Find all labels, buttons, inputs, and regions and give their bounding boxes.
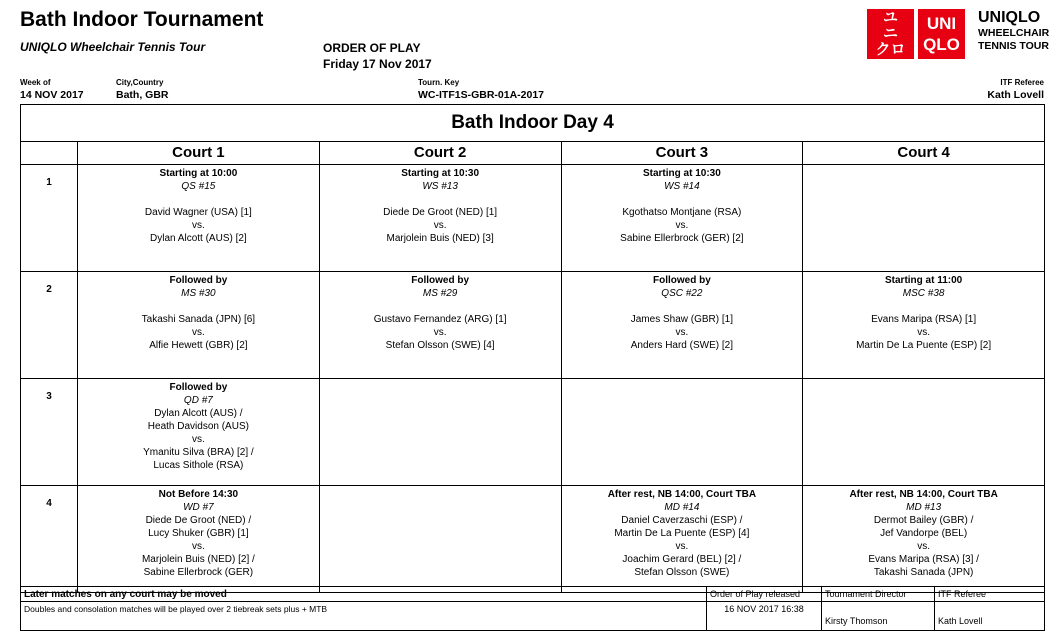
schedule-time: Starting at 10:30 [401, 168, 480, 179]
match-cell-court-3 [562, 486, 804, 592]
versus-label: vs. [433, 327, 447, 338]
match-cell-court-3 [562, 379, 804, 485]
spacer [320, 300, 561, 313]
footer-box [20, 586, 1045, 631]
event-code: MSC #38 [902, 288, 945, 299]
event-code: WD #7 [183, 502, 214, 513]
director-label: Tournament Director [822, 587, 935, 602]
row-number-header [21, 142, 78, 164]
logo-text-uniqlo: UNIQLO [978, 9, 1041, 26]
player-name: Ymanitu Silva (BRA) [2] / [143, 447, 254, 458]
match-cell-court-2 [320, 379, 562, 485]
event-code: QD #7 [183, 395, 213, 406]
player-name: Stefan Olsson (SWE) [634, 567, 730, 578]
logo-qlo: QLO [923, 35, 960, 54]
order-of-play-heading [323, 40, 432, 72]
match-row [21, 486, 1044, 592]
player-name: Takashi Sanada (JPN) [873, 567, 974, 578]
row-number: 2 [21, 272, 78, 378]
spacer [562, 193, 803, 206]
schedule-time: Starting at 10:00 [159, 168, 238, 179]
player-name: Heath Davidson (AUS) [147, 421, 249, 432]
row-number: 3 [21, 379, 78, 485]
order-of-play-date: Friday 17 Nov 2017 [323, 57, 432, 71]
match-cell-court-2 [320, 165, 562, 271]
schedule-time: Followed by [652, 275, 711, 286]
schedule-time: Followed by [169, 275, 228, 286]
match-cell-court-3 [562, 272, 804, 378]
player-name: Evans Maripa (RSA) [1] [871, 314, 977, 325]
versus-label: vs. [675, 220, 689, 231]
versus-label: vs. [191, 220, 205, 231]
tourn-key-label: Tourn. Key [418, 78, 460, 87]
court-header-row [21, 142, 1044, 165]
referee-value: Kath Lovell [987, 89, 1044, 101]
logo-katakana-1: ユ [882, 9, 898, 26]
match-cell-court-2 [320, 272, 562, 378]
uniqlo-katakana-box [867, 9, 914, 59]
logo-text [978, 9, 1049, 53]
player-name: Alfie Hewett (GBR) [2] [149, 340, 248, 351]
schedule-time: After rest, NB 14:00, Court TBA [607, 489, 757, 500]
match-cell-court-1 [78, 379, 320, 485]
versus-label: vs. [675, 541, 689, 552]
logo-uni: UNI [926, 14, 957, 33]
spacer [78, 300, 319, 313]
player-name: Lucas Sithole (RSA) [153, 460, 244, 471]
player-name: Marjolein Buis (NED) [3] [386, 233, 494, 244]
event-code: MS #30 [181, 288, 216, 299]
order-of-play-table [20, 104, 1045, 593]
player-name: David Wagner (USA) [1] [144, 207, 252, 218]
logo-text-wheelchair: WHEELCHAIR [978, 27, 1050, 39]
event-code: QS #15 [181, 181, 216, 192]
spacer [78, 193, 319, 206]
player-name: Lucy Shuker (GBR) [1] [148, 528, 249, 539]
match-cell-court-2 [320, 486, 562, 592]
court-1-header: Court 1 [78, 142, 320, 164]
spacer [562, 300, 803, 313]
row-number: 1 [21, 165, 78, 271]
event-code: WS #13 [422, 181, 458, 192]
match-cell-court-4 [803, 486, 1044, 592]
spacer [803, 300, 1044, 313]
tour-subtitle: UNIQLO Wheelchair Tennis Tour [20, 40, 206, 54]
versus-label: vs. [191, 541, 205, 552]
city-value: Bath, GBR [116, 89, 169, 101]
player-name: Dermot Bailey (GBR) / [873, 515, 974, 526]
player-name: Evans Maripa (RSA) [3] / [868, 554, 979, 565]
player-name: Anders Hard (SWE) [2] [630, 340, 733, 351]
tournament-title: Bath Indoor Tournament [20, 8, 264, 31]
schedule-time: Starting at 11:00 [884, 275, 963, 286]
player-name: Diede De Groot (NED) [1] [383, 207, 498, 218]
match-cell-court-3 [562, 165, 804, 271]
released-label: Order of Play released [707, 587, 822, 602]
player-name: Kgothatso Montjane (RSA) [622, 207, 742, 218]
match-cell-court-1 [78, 272, 320, 378]
uniqlo-latin-box [918, 9, 965, 59]
event-code: MD #14 [664, 502, 700, 513]
footer-referee-label: ITF Referee [935, 587, 1044, 602]
player-name: Takashi Sanada (JPN) [6] [141, 314, 256, 325]
player-name: Martin De La Puente (ESP) [4] [614, 528, 750, 539]
spacer [320, 193, 561, 206]
logo-katakana-2: ニ [882, 25, 898, 42]
event-code: MD #13 [906, 502, 942, 513]
schedule-time: Not Before 14:30 [158, 489, 239, 500]
versus-label: vs. [433, 220, 447, 231]
event-code: QSC #22 [661, 288, 703, 299]
match-row [21, 272, 1044, 379]
match-cell-court-4 [803, 379, 1044, 485]
week-of-value: 14 NOV 2017 [20, 89, 84, 101]
player-name: Dylan Alcott (AUS) [2] [150, 233, 247, 244]
match-cell-court-4 [803, 272, 1044, 378]
court-3-header: Court 3 [562, 142, 804, 164]
player-name: Jef Vandorpe (BEL) [880, 528, 968, 539]
uniqlo-wheelchair-tennis-logo [867, 9, 1050, 61]
day-title: Bath Indoor Day 4 [21, 105, 1044, 142]
player-name: Gustavo Fernandez (ARG) [1] [373, 314, 507, 325]
player-name: Dylan Alcott (AUS) / [154, 408, 243, 419]
court-4-header: Court 4 [897, 144, 950, 161]
schedule-time: Starting at 10:30 [642, 168, 721, 179]
referee-label: ITF Referee [1000, 78, 1044, 87]
order-of-play-label: ORDER OF PLAY [323, 41, 421, 55]
schedule-time: Followed by [411, 275, 470, 286]
logo-text-tennis-tour: TENNIS TOUR [978, 40, 1049, 52]
row-number: 4 [21, 486, 78, 592]
footer-note-moved: Later matches on any court may be moved [21, 587, 707, 602]
player-name: Diede De Groot (NED) / [145, 515, 252, 526]
event-code: MS #29 [422, 288, 458, 299]
logo-katakana-3: クロ [875, 41, 906, 58]
player-name: Marjolein Buis (NED) [2] / [141, 554, 255, 565]
versus-label: vs. [917, 541, 931, 552]
player-name: James Shaw (GBR) [1] [630, 314, 733, 325]
versus-label: vs. [191, 327, 205, 338]
player-name: Daniel Caverzaschi (ESP) / [621, 515, 743, 526]
player-name: Sabine Ellerbrock (GER) [143, 567, 254, 578]
tourn-key-value: WC-ITF1S-GBR-01A-2017 [418, 89, 545, 101]
director-value: Kirsty Thomson [822, 602, 935, 630]
match-cell-court-4 [803, 165, 1044, 271]
released-value: 16 NOV 2017 16:38 [707, 602, 822, 630]
match-cell-court-1 [78, 165, 320, 271]
match-row [21, 165, 1044, 272]
footer-referee-value: Kath Lovell [938, 616, 983, 626]
versus-label: vs. [191, 434, 205, 445]
schedule-time: Followed by [169, 382, 228, 393]
player-name: Martin De La Puente (ESP) [2] [856, 340, 992, 351]
schedule-time: After rest, NB 14:00, Court TBA [849, 489, 998, 500]
footer-note-doubles: Doubles and consolation matches will be played over 2 tiebreak sets plus + MTB [21, 602, 707, 630]
event-code: WS #14 [664, 181, 700, 192]
week-of-label: Week of [20, 78, 51, 87]
court-2-header: Court 2 [320, 142, 562, 164]
player-name: Joachim Gerard (BEL) [2] / [622, 554, 742, 565]
player-name: Sabine Ellerbrock (GER) [2] [620, 233, 744, 244]
player-name: Stefan Olsson (SWE) [4] [385, 340, 495, 351]
versus-label: vs. [675, 327, 689, 338]
match-cell-court-1 [78, 486, 320, 592]
match-row [21, 379, 1044, 486]
versus-label: vs. [917, 327, 931, 338]
city-label: City,Country [116, 78, 164, 87]
